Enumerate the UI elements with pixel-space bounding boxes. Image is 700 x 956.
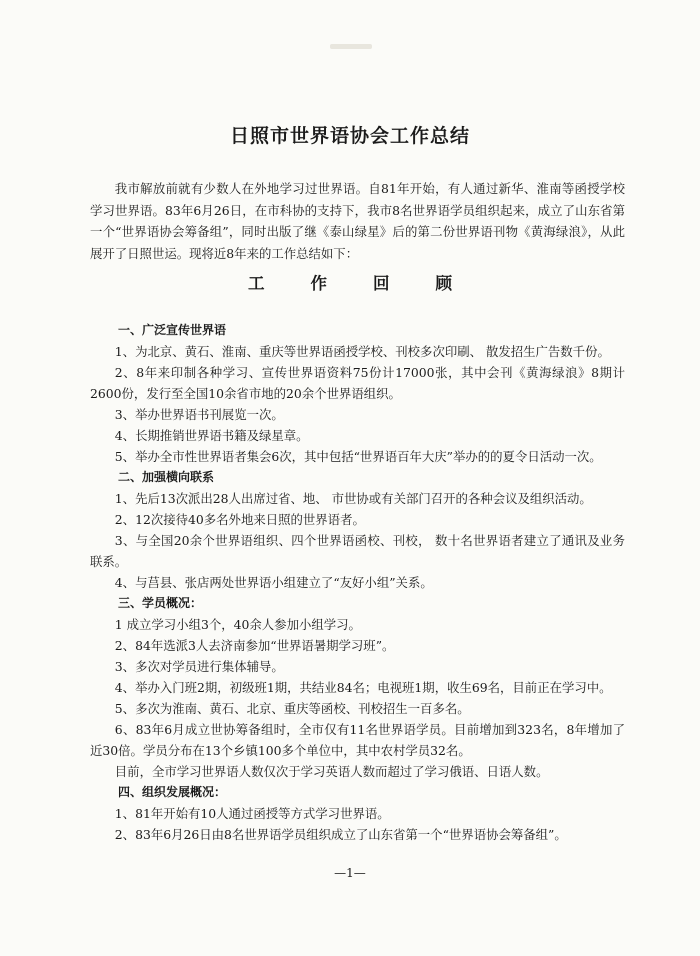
list-item: 4、举办入门班2期，初级班1期，共结业84名；电视班1期，收生69名，目前正在学习中。 xyxy=(114,680,612,695)
list-item: 3、与全国20余个世界语组织、四个世界语函校、刊校， 数十名世界语者建立了通讯及业务联系。 xyxy=(90,533,625,569)
list-item: 目前，全市学习世界语人数仅次于学习英语人数而超过了学习俄语、日语人数。 xyxy=(114,764,549,779)
section-heading: 二、加强横向联系 xyxy=(118,470,215,484)
intro-text: 我市解放前就有少数人在外地学习过世界语。自81年开始，有人通过新华、淮南等函授学校学习世界语。83年6月26日，在市科协的支持下，我市8名世界语学员组织起来，成立了山东省第一个“世界语协会筹备组”，同时出版了继《泰山绿星》后的第二份世界语刊物《黄海绿浪》，从此展开了日照世运。现将近8年来的工作总结如下： xyxy=(90,181,625,261)
list-item: 1、81年开始有10人通过函授等方式学习世界语。 xyxy=(114,806,390,821)
list-item: 3、多次对学员进行集体辅导。 xyxy=(114,659,284,674)
list-item: 1 成立学习小组3个，40余人参加小组学习。 xyxy=(114,617,361,632)
list-item: 2、83年6月26日由8名世界语学员组织成立了山东省第一个“世界语协会筹备组”。 xyxy=(114,827,567,842)
section-heading: 三、学员概况： xyxy=(118,596,203,610)
section-heading: 一、广泛宣传世界语 xyxy=(118,323,227,337)
document-title: 日照市世界语协会工作总结 xyxy=(229,125,470,147)
scan-mark xyxy=(330,44,372,49)
list-item: 5、举办全市性世界语者集会6次，其中包括“世界语百年大庆”举办的的夏令日活动一次。 xyxy=(114,449,602,464)
review-heading: 工作回顾 xyxy=(248,274,498,293)
section-heading: 四、组织发展概况： xyxy=(118,785,227,799)
page-number: —1— xyxy=(334,866,366,880)
list-item: 2、84年选派3人去济南参加“世界语暑期学习班”。 xyxy=(114,638,395,653)
list-item: 4、与莒县、张店两处世界语小组建立了“友好小组”关系。 xyxy=(114,575,433,590)
review-body xyxy=(90,320,625,845)
list-item: 3、举办世界语书刊展览一次。 xyxy=(114,407,284,422)
list-item: 1、为北京、黄石、淮南、重庆等世界语函授学校、刊校多次印刷、 散发招生广告数千份。 xyxy=(114,344,610,359)
list-item: 2、8年来印制各种学习、宣传世界语资料75份计17000张，其中会刊《黄海绿浪》8期计2600份，发行至全国10余省市地的20余个世界语组织。 xyxy=(90,365,625,401)
list-item: 6、83年6月成立世协筹备组时，全市仅有11名世界语学员。目前增加到323名，8年增加了近30倍。学员分布在13个乡镇100多个单位中，其中农村学员32名。 xyxy=(90,722,625,758)
list-item: 1、先后13次派出28人出席过省、地、 市世协或有关部门召开的各种会议及组织活动。 xyxy=(114,491,592,506)
list-item: 4、长期推销世界语书籍及绿星章。 xyxy=(114,428,309,443)
intro-paragraph xyxy=(90,178,625,264)
list-item: 2、12次接待40多名外地来日照的世界语者。 xyxy=(114,512,365,527)
list-item: 5、多次为淮南、黄石、北京、重庆等函校、刊校招生一百多名。 xyxy=(114,701,470,716)
